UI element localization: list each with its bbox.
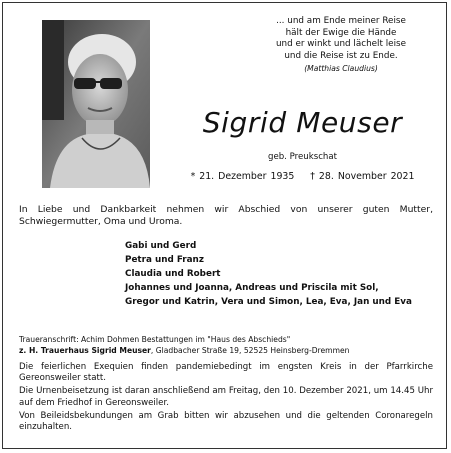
birth-date: * 21. Dezember 1935 [190,171,295,182]
family-list [125,239,445,309]
address-recipient: z. H. Trauerhaus Sigrid Meuser [19,346,151,356]
family-entry: Gregor und Katrin, Vera und Simon, Lea, Eva, Jan und Eva [125,297,412,307]
address-line [19,345,439,356]
quote-line: ... und am Ende meiner Reise [276,16,406,26]
portrait-photo [42,20,150,188]
note-paragraph: Die feierlichen Exequien finden pandemiebedingt im engsten Kreis in der Pfarrkirche Gereonsweiler statt. [19,362,433,384]
note-paragraph: Von Beileidsbekundungen am Grab bitten wir abzusehen und die geltenden Coronaregeln einzuhalten. [19,410,433,433]
life-dates [185,171,420,182]
family-entry: Claudia und Robert [125,269,221,279]
family-entry: Johannes und Joanna, Andreas und Priscila mit Sol, [125,283,379,293]
family-entry: Petra und Franz [125,255,204,265]
address-street: , Gladbacher Straße 19, 52525 Heinsberg-Dremmen [150,346,350,356]
mourning-address [19,334,439,356]
ceremony-notes [19,362,433,435]
quote-line: hält der Ewige die Hände [285,27,397,38]
death-date: † 28. November 2021 [310,171,415,182]
poem-quote [252,16,430,75]
quote-line: und die Reise ist zu Ende. [284,50,398,61]
deceased-name: Sigrid Meuser [202,106,403,139]
maiden-name: geb. Preukschat [267,152,338,162]
family-entry: Gabi und Gerd [125,241,197,251]
quote-line: und er winkt und lächelt leise [275,39,407,50]
address-line: Traueranschrift: Achim Dohmen Bestattungen im "Haus des Abschieds" [19,335,291,344]
portrait-image [42,20,150,188]
intro-text: In Liebe und Dankbarkeit nehmen wir Abschied von unserer guten Mutter, Schwiegermutter, Oma und Uroma. [19,204,433,228]
note-paragraph: Die Urnenbeisetzung ist daran anschließend am Freitag, den 10. Dezember 2021, um 14.45 Uhr auf dem Friedhof in Gereonsweiler. [19,386,433,408]
quote-author: (Matthias Claudius) [304,64,378,74]
